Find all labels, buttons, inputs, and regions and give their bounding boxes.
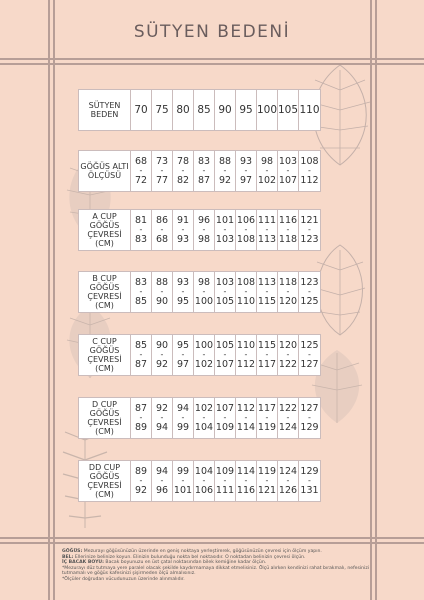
range-min: 108: [300, 156, 319, 167]
range-min: 118: [278, 277, 298, 288]
range-cell: [236, 335, 257, 375]
range-dash: -: [202, 166, 206, 175]
range-dash: -: [265, 225, 269, 234]
range-dash: -: [139, 350, 143, 359]
range-dash: -: [286, 413, 290, 422]
range-max: 111: [215, 485, 235, 496]
range-cell: [131, 335, 152, 375]
range-cell: [173, 210, 194, 250]
range-min: 85: [134, 340, 148, 351]
range-max: 99: [176, 422, 190, 433]
range-cell: [131, 461, 152, 501]
range-min: 105: [215, 340, 235, 351]
range-max: 106: [194, 485, 214, 496]
range-dash: -: [202, 287, 206, 296]
range-min: 98: [197, 277, 211, 288]
range-min: 127: [300, 403, 319, 414]
range-cell: [299, 398, 320, 438]
range-cell: [194, 151, 215, 191]
range-max: 92: [134, 485, 148, 496]
range-cell: [257, 210, 278, 250]
range-cell: [131, 210, 152, 250]
size-cell: 90: [215, 90, 236, 130]
range-min: 123: [300, 277, 319, 288]
range-max: 68: [155, 234, 169, 245]
range-min: 94: [176, 403, 190, 414]
row-label: GÖĞÜS ALTI ÖLÇÜSÜ: [79, 151, 131, 191]
range-max: 107: [278, 175, 298, 186]
range-min: 125: [300, 340, 319, 351]
range-max: 72: [134, 175, 148, 186]
size-cell: 80: [173, 90, 194, 130]
note-line: GÖĞÜS: Mezurayı göğüsünüzün üzerinde en geniş noktaya yerleştirerek, göğüsünüzün çevresi için ölçüm yapın.: [62, 549, 322, 554]
range-max: 116: [236, 485, 256, 496]
range-max: 105: [215, 296, 235, 307]
range-cell: [278, 151, 299, 191]
note-line: *Ölçüler doğrudan vücudunuzun üzerinde alınmalıdır.: [62, 576, 185, 582]
range-min: 100: [194, 340, 214, 351]
range-max: 77: [155, 175, 169, 186]
range-max: 124: [278, 422, 298, 433]
range-dash: -: [244, 225, 248, 234]
range-cell: [152, 398, 173, 438]
range-dash: -: [181, 287, 185, 296]
row-label: B CUP GÖĞÜS ÇEVRESİ (CM): [79, 272, 131, 312]
range-min: 93: [176, 277, 190, 288]
range-min: 101: [215, 215, 235, 226]
size-row: [78, 271, 321, 313]
range-min: 94: [155, 466, 169, 477]
range-min: 68: [134, 156, 148, 167]
range-cell: [278, 398, 299, 438]
range-min: 93: [239, 156, 253, 167]
row-label: SÜTYEN BEDEN: [79, 90, 131, 130]
range-cell: [257, 335, 278, 375]
range-dash: -: [308, 225, 311, 234]
range-min: 117: [257, 403, 277, 414]
range-max: 129: [300, 422, 319, 433]
range-cell: [173, 398, 194, 438]
range-max: 121: [257, 485, 277, 496]
range-min: 86: [155, 215, 169, 226]
range-max: 112: [300, 175, 319, 186]
row-label: DD CUP GÖĞÜS ÇEVRESİ (CM): [79, 461, 131, 501]
range-min: 88: [218, 156, 232, 167]
range-min: 91: [176, 215, 190, 226]
range-min: 119: [257, 466, 277, 477]
range-max: 112: [236, 359, 256, 370]
range-min: 124: [278, 466, 298, 477]
range-min: 95: [176, 340, 190, 351]
range-dash: -: [160, 350, 164, 359]
range-cell: [152, 151, 173, 191]
range-min: 83: [134, 277, 148, 288]
range-dash: -: [286, 225, 290, 234]
range-dash: -: [160, 225, 164, 234]
range-cell: [299, 335, 320, 375]
range-min: 114: [236, 466, 256, 477]
range-cell: [131, 151, 152, 191]
range-dash: -: [139, 287, 143, 296]
range-min: 103: [278, 156, 298, 167]
range-max: 115: [257, 296, 277, 307]
range-dash: -: [160, 166, 164, 175]
range-cell: [173, 335, 194, 375]
range-min: 113: [257, 277, 277, 288]
range-min: 87: [134, 403, 148, 414]
range-max: 117: [257, 359, 277, 370]
range-max: 95: [176, 296, 190, 307]
range-max: 98: [197, 234, 211, 245]
range-max: 92: [155, 359, 169, 370]
range-cell: [215, 335, 236, 375]
range-cell: [278, 272, 299, 312]
note-line: BEL: Ellerinize belinize koyun. Elinizin bulunduğu nokta bel noktasıdır. O noktadan belinizin çevresi ölçün.: [62, 554, 306, 560]
range-dash: -: [265, 166, 269, 175]
range-max: 123: [300, 234, 319, 245]
range-dash: -: [139, 225, 143, 234]
range-dash: -: [308, 476, 311, 485]
range-min: 90: [155, 340, 169, 351]
range-max: 118: [278, 234, 298, 245]
range-min: 122: [278, 403, 298, 414]
range-cell: [278, 461, 299, 501]
range-dash: -: [308, 287, 311, 296]
range-cell: [173, 272, 194, 312]
range-cell: [215, 398, 236, 438]
range-dash: -: [139, 166, 143, 175]
range-dash: -: [265, 413, 269, 422]
note-line: *Mezurayı düz tutmaya yere paralel olacak şekilde kaydırmamaya dikkat etmelisiniz. Ölçü alırken kendinizi rahat bırakmalı, nefesinizi tutmamalı ve göğüs kafesinizi şişirmeden ölçü almalısınız.: [62, 565, 370, 577]
range-cell: [299, 210, 320, 250]
range-cell: [194, 210, 215, 250]
range-dash: -: [223, 350, 227, 359]
range-max: 85: [134, 296, 148, 307]
range-dash: -: [286, 166, 290, 175]
range-dash: -: [181, 166, 185, 175]
range-dash: -: [265, 287, 269, 296]
range-cell: [215, 272, 236, 312]
row-label: C CUP GÖĞÜS ÇEVRESİ (CM): [79, 335, 131, 375]
size-row: [78, 460, 321, 502]
range-min: 108: [236, 277, 256, 288]
range-cell: [236, 210, 257, 250]
range-cell: [152, 272, 173, 312]
range-min: 116: [278, 215, 298, 226]
range-cell: [257, 461, 278, 501]
range-cell: [194, 272, 215, 312]
range-min: 78: [176, 156, 190, 167]
range-dash: -: [244, 350, 248, 359]
range-max: 119: [257, 422, 277, 433]
range-min: 103: [215, 277, 235, 288]
range-dash: -: [223, 225, 227, 234]
range-dash: -: [265, 350, 269, 359]
range-max: 126: [278, 485, 298, 496]
range-dash: -: [244, 476, 248, 485]
range-dash: -: [286, 476, 290, 485]
range-max: 122: [278, 359, 298, 370]
range-cell: [278, 335, 299, 375]
range-min: 121: [300, 215, 319, 226]
range-max: 125: [300, 296, 319, 307]
range-dash: -: [244, 166, 248, 175]
range-max: 107: [215, 359, 235, 370]
range-min: 107: [215, 403, 235, 414]
range-cell: [236, 151, 257, 191]
range-max: 97: [176, 359, 190, 370]
note-line: İÇ BACAK BOYU: Bacak boyunuzu en üst çatal noktasından bilek kemiğine kadar ölçün.: [62, 560, 267, 566]
range-cell: [152, 210, 173, 250]
range-max: 104: [194, 422, 214, 433]
range-max: 102: [257, 175, 277, 186]
range-min: 88: [155, 277, 169, 288]
range-dash: -: [139, 476, 143, 485]
size-row: [78, 209, 321, 251]
range-max: 92: [218, 175, 232, 186]
range-cell: [215, 151, 236, 191]
range-dash: -: [308, 413, 311, 422]
range-cell: [152, 335, 173, 375]
range-cell: [173, 461, 194, 501]
size-cell: 85: [194, 90, 215, 130]
range-max: 110: [236, 296, 256, 307]
size-cell: 100: [257, 90, 278, 130]
range-dash: -: [308, 350, 311, 359]
range-max: 97: [239, 175, 253, 186]
range-dash: -: [202, 350, 206, 359]
range-cell: [257, 151, 278, 191]
range-dash: -: [223, 413, 227, 422]
range-dash: -: [286, 287, 290, 296]
range-max: 102: [194, 359, 214, 370]
range-dash: -: [308, 166, 311, 175]
range-dash: -: [181, 225, 185, 234]
range-cell: [299, 272, 320, 312]
range-cell: [194, 398, 215, 438]
range-dash: -: [160, 476, 164, 485]
range-min: 110: [236, 340, 256, 351]
range-cell: [278, 210, 299, 250]
range-min: 83: [197, 156, 211, 167]
size-cell: 70: [131, 90, 152, 130]
range-dash: -: [223, 166, 227, 175]
range-max: 113: [257, 234, 277, 245]
range-cell: [236, 272, 257, 312]
range-min: 81: [134, 215, 148, 226]
range-cell: [194, 335, 215, 375]
range-min: 96: [197, 215, 211, 226]
range-cell: [299, 151, 320, 191]
range-max: 100: [194, 296, 214, 307]
range-cell: [173, 151, 194, 191]
range-min: 112: [236, 403, 256, 414]
range-min: 99: [176, 466, 190, 477]
range-max: 114: [236, 422, 256, 433]
range-cell: [131, 272, 152, 312]
range-max: 96: [155, 485, 169, 496]
page-title: SÜTYEN BEDENİ: [133, 22, 291, 42]
range-cell: [131, 398, 152, 438]
size-cell: 95: [236, 90, 257, 130]
size-row: [78, 397, 321, 439]
range-cell: [257, 398, 278, 438]
range-min: 73: [155, 156, 169, 167]
range-max: 87: [134, 359, 148, 370]
size-cell: 75: [152, 90, 173, 130]
range-cell: [152, 461, 173, 501]
range-max: 89: [134, 422, 148, 433]
range-min: 111: [257, 215, 277, 226]
range-min: 102: [194, 403, 214, 414]
range-cell: [236, 398, 257, 438]
frame-line-bottom-2: [0, 542, 424, 544]
range-dash: -: [160, 413, 164, 422]
range-max: 120: [278, 296, 298, 307]
range-dash: -: [160, 287, 164, 296]
range-max: 108: [236, 234, 256, 245]
measurement-notes: [62, 549, 372, 583]
range-max: 82: [176, 175, 190, 186]
range-max: 93: [176, 234, 190, 245]
range-cell: [215, 461, 236, 501]
range-dash: -: [202, 476, 206, 485]
range-dash: -: [181, 350, 185, 359]
range-max: 83: [134, 234, 148, 245]
size-cell: 105: [278, 90, 299, 130]
range-min: 106: [236, 215, 256, 226]
range-cell: [236, 461, 257, 501]
range-min: 109: [215, 466, 235, 477]
size-cell: 110: [299, 103, 320, 116]
range-max: 94: [155, 422, 169, 433]
frame-line-bottom: [0, 537, 424, 539]
row-label: D CUP GÖĞÜS ÇEVRESİ (CM): [79, 398, 131, 438]
range-min: 104: [194, 466, 214, 477]
range-dash: -: [244, 287, 248, 296]
frame-line-left: [48, 0, 50, 600]
range-max: 101: [173, 485, 193, 496]
range-min: 120: [278, 340, 298, 351]
range-max: 127: [300, 359, 319, 370]
range-min: 89: [134, 466, 148, 477]
range-min: 98: [260, 156, 274, 167]
range-min: 129: [300, 466, 319, 477]
range-min: 115: [257, 340, 277, 351]
range-cell: [215, 210, 236, 250]
size-row: [78, 150, 321, 192]
range-max: 90: [155, 296, 169, 307]
range-dash: -: [265, 476, 269, 485]
range-max: 103: [215, 234, 235, 245]
range-max: 109: [215, 422, 235, 433]
range-dash: -: [202, 413, 206, 422]
range-dash: -: [286, 350, 290, 359]
range-dash: -: [223, 476, 227, 485]
range-dash: -: [244, 413, 248, 422]
range-min: 92: [155, 403, 169, 414]
range-cell: [299, 461, 320, 501]
size-header-row: [78, 89, 321, 131]
range-cell: [257, 272, 278, 312]
range-dash: -: [202, 225, 206, 234]
size-row: [78, 334, 321, 376]
range-cell: [194, 461, 215, 501]
range-max: 131: [300, 485, 319, 496]
range-dash: -: [181, 476, 185, 485]
range-dash: -: [223, 287, 227, 296]
range-dash: -: [181, 413, 185, 422]
range-max: 87: [197, 175, 211, 186]
row-label: A CUP GÖĞÜS ÇEVRESİ (CM): [79, 210, 131, 250]
range-dash: -: [139, 413, 143, 422]
